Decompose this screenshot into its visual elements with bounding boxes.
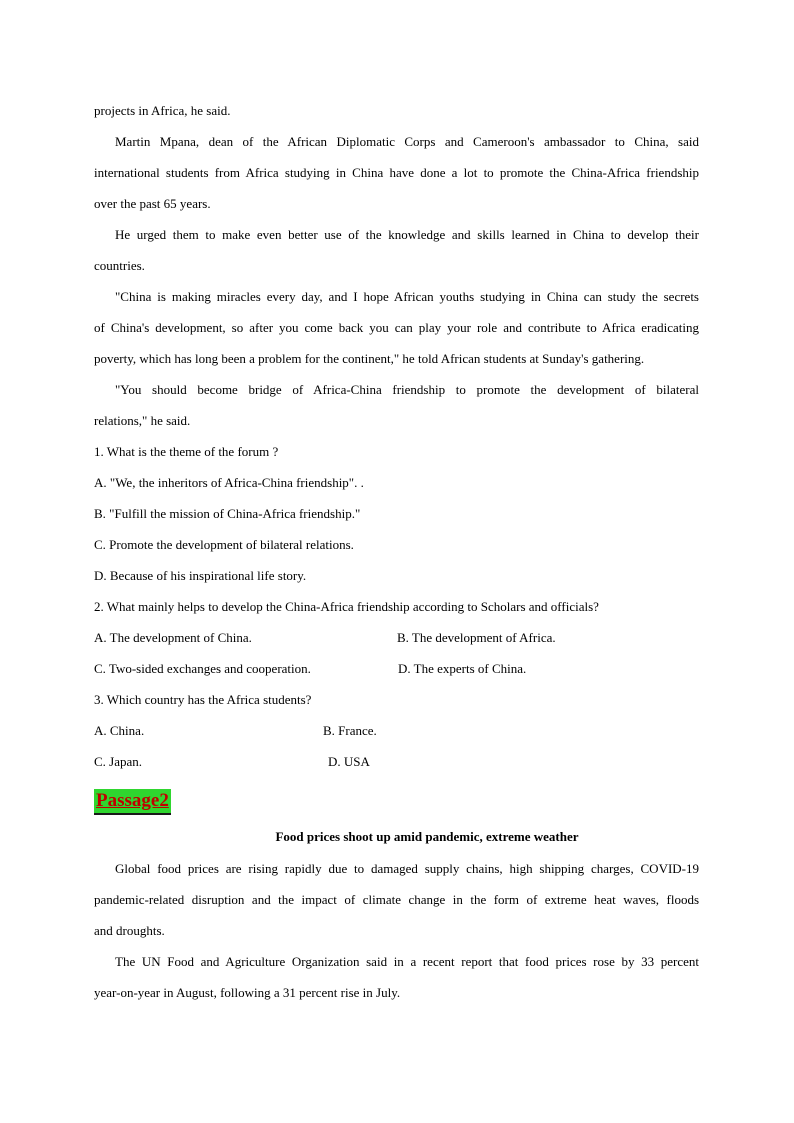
q1-option-a: A. "We, the inheritors of Africa-China friendship". . bbox=[94, 475, 364, 490]
paragraph-line: of China's development, so after you come back you can play your role and contribute to Africa eradicating bbox=[94, 320, 699, 335]
q3-option-a: A. China. bbox=[94, 723, 145, 738]
paragraph-line: "China is making miracles every day, and I hope African youths studying in China can study the secrets bbox=[115, 289, 699, 304]
paragraph-line: Global food prices are rising rapidly due to damaged supply chains, high shipping charges, COVID-19 bbox=[115, 861, 699, 876]
q3-option-d: D. USA bbox=[328, 754, 370, 769]
paragraph-line: relations," he said. bbox=[94, 413, 191, 428]
passage1-continuation bbox=[94, 95, 699, 777]
paragraph-line: international students from Africa studying in China have done a lot to promote the China-Africa friendship bbox=[94, 165, 699, 180]
q3-options-row-2 bbox=[94, 746, 699, 777]
q2-option-c: C. Two-sided exchanges and cooperation. bbox=[94, 661, 311, 676]
q2-options-row-2 bbox=[94, 653, 699, 684]
paragraph-line: poverty, which has long been a problem for the continent," he told African students at Sunday's gathering. bbox=[94, 351, 645, 366]
paragraph-line: pandemic-related disruption and the impact of climate change in the form of extreme heat waves, floods bbox=[94, 892, 699, 907]
q1-option-b: B. "Fulfill the mission of China-Africa friendship." bbox=[94, 506, 361, 521]
paragraph-line: He urged them to make even better use of the knowledge and skills learned in China to develop their bbox=[115, 227, 699, 242]
q3-options-row-1 bbox=[94, 715, 699, 746]
q2-option-a: A. The development of China. bbox=[94, 630, 252, 645]
paragraph-line: The UN Food and Agriculture Organization said in a recent report that food prices rose by 33 percent bbox=[115, 954, 699, 969]
passage2-body bbox=[94, 853, 699, 1008]
question-2: 2. What mainly helps to develop the China-Africa friendship according to Scholars and officials? bbox=[94, 599, 599, 614]
paragraph-line: and droughts. bbox=[94, 923, 165, 938]
q2-option-b: B. The development of Africa. bbox=[397, 630, 556, 645]
question-1: 1. What is the theme of the forum ? bbox=[94, 444, 279, 459]
paragraph-line: over the past 65 years. bbox=[94, 196, 211, 211]
q3-option-c: C. Japan. bbox=[94, 754, 143, 769]
q1-option-c: C. Promote the development of bilateral relations. bbox=[94, 537, 354, 552]
paragraph-line: Martin Mpana, dean of the African Diplomatic Corps and Cameroon's ambassador to China, said bbox=[115, 134, 699, 149]
passage2-title: Food prices shoot up amid pandemic, extreme weather bbox=[275, 829, 579, 844]
question-3: 3. Which country has the Africa students? bbox=[94, 692, 312, 707]
passage2-badge: Passage2 bbox=[94, 789, 171, 815]
q3-option-b: B. France. bbox=[323, 723, 377, 738]
q1-option-d: D. Because of his inspirational life story. bbox=[94, 568, 307, 583]
paragraph-line: projects in Africa, he said. bbox=[94, 103, 231, 118]
paragraph-line: year-on-year in August, following a 31 percent rise in July. bbox=[94, 985, 401, 1000]
paragraph-line: "You should become bridge of Africa-China friendship to promote the development of bilateral bbox=[115, 382, 699, 397]
q2-options-row-1 bbox=[94, 622, 699, 653]
paragraph-line: countries. bbox=[94, 258, 145, 273]
q2-option-d: D. The experts of China. bbox=[398, 661, 527, 676]
